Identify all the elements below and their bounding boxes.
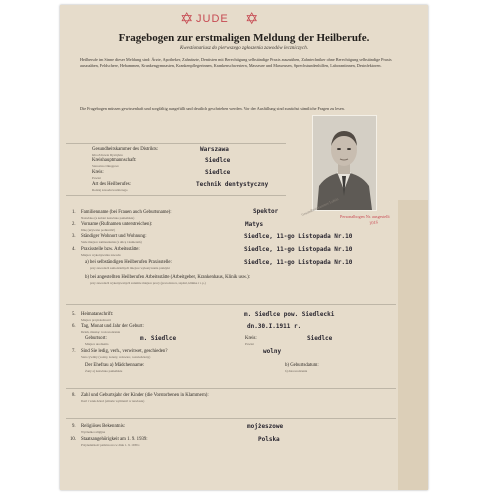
employed-sublabel: przy zawodach wykonywanych zależnie miejsce pracy (pracodawca, szpital, klinika i t. p.) <box>90 281 206 285</box>
form-title: Fragebogen zur erstmaligen Meldung der Heilberufe. <box>118 32 370 44</box>
question-number: 1. <box>72 210 76 215</box>
profession-value: Technik dentystyczny <box>196 181 269 188</box>
folded-edge <box>398 200 428 490</box>
personalbogen-number: 1016 <box>368 219 379 226</box>
citizenship-sublabel: Przynależność państwowa w dniu 1. 9. 1939 r. <box>81 443 141 447</box>
district-value: Warszawa <box>200 146 229 153</box>
birthdate-value: dn.30.I.1911 r. <box>247 323 302 330</box>
residence-label: Ständiger Wohnort und Wohnung: <box>81 234 147 239</box>
kreishauptmannschaft-label: Kreishauptmannschaft: <box>92 158 137 163</box>
star-of-david-icon: ✡ <box>180 11 194 28</box>
home-address-label: Heimatanschrift: <box>81 312 114 317</box>
question-number: 8. <box>72 393 76 398</box>
marital-label: Sind Sie ledig, verh., verwitwet, geschieden? <box>81 349 168 354</box>
divider <box>66 195 286 196</box>
district-sublabel: Izba Zdrowia Dystryktu <box>92 153 123 157</box>
religion-sublabel: Wyznanie religijne <box>81 430 106 434</box>
profession-label: Art des Heilberufes: <box>92 182 131 187</box>
children-sublabel: Ilość i wiek dzieci (zmarłe wymienić w nawiasie) <box>81 399 145 403</box>
personalbogen-stamp: Personalbogen Nr. ausgestellt <box>340 214 390 219</box>
question-number: 6. <box>72 324 76 329</box>
intro-paragraph: Heilberufe im Sinne dieser Meldung sind: Ärzte, Apotheker, Zahnärzte, Dentisten mit Berechtigung selbständige Praxis auszuüben, Zahntechniker ohne Berechtigung selbständige Praxis auszuüben, Feldschere, Hebammen, Krankengymnasten, Krankenpflegerinnen, Krankenschwestern, Masseure und Masseusen, Sprechstundenhilfen, Laborantinnen, Desinfektoren. <box>80 57 392 68</box>
home-address-sublabel: Miejsce przynależności <box>81 318 112 322</box>
kreishauptmannschaft-value: Siedlce <box>205 157 231 164</box>
kreis-sublabel: Powiat <box>92 176 101 180</box>
divider <box>66 418 396 419</box>
kreishauptmannschaft-sublabel: Starostwo Okręgowe <box>92 164 119 168</box>
question-number: 7. <box>72 349 76 354</box>
form-subtitle: Kwestionariusz do pierwszego zgłoszenia zawodów leczniczych. <box>179 46 309 51</box>
birthplace-sublabel: Miejsce urodzenia <box>85 342 109 346</box>
spouse-dob-label: b) Geburtsdatum: <box>285 363 319 368</box>
firstname-sublabel: Imię (używane podkreślić) <box>81 228 116 232</box>
practice-value: Siedlce, 11-go Listopada Nr.10 <box>244 259 353 266</box>
workplace-value: Siedlce, 11-go Listopada Nr.10 <box>244 246 353 253</box>
surname-label: Familienname (bei Frauen auch Geburtsname): <box>81 210 172 215</box>
divider <box>66 388 396 389</box>
religion-value: mojżeszowe <box>247 423 284 430</box>
kreis-value: Siedlce <box>205 169 231 176</box>
surname-sublabel: Nazwisko (u kobiet nazwisko panieńskie) <box>81 216 135 220</box>
spouse-label: Der Ehefrau a) Mädchenname: <box>85 363 145 368</box>
birth-kreis-sublabel: Powiat <box>245 342 254 346</box>
jude-stamp: JUDE <box>196 13 229 25</box>
residence-value: Siedlce, 11-go Listopada Nr.10 <box>244 233 353 240</box>
children-label: Zahl und Geburtsjahr der Kinder (die Vorstorbenen in Klammern): <box>81 393 209 398</box>
district-label: Gesundheitskammer des Distrikts: <box>92 147 159 152</box>
employed-label: b) bei angestellten Heilberufen Arbeitsstätte (Arbeitgeber, Krankenhaus, Klinik usw.): <box>85 275 251 280</box>
firstname-value: Matys <box>245 221 264 228</box>
spouse-sublabel: Żony a) nazwisko panieńskie <box>85 369 123 373</box>
birthplace-value: m. Siedlce <box>140 335 177 342</box>
question-number: 4. <box>72 247 76 252</box>
birthdate-label: Tag, Monat und Jahr der Geburt: <box>81 324 144 329</box>
residence-sublabel: Stałe miejsce zamieszkania (z ulicą i numerem) <box>81 240 142 244</box>
portrait-photo <box>312 115 377 211</box>
profession-sublabel: Rodzaj zawodu leczniczego <box>92 188 128 192</box>
divider <box>66 304 396 305</box>
question-number: 5. <box>72 312 76 317</box>
practice-label: a) bei selbständigen Heilberufen Praxisstelle: <box>85 260 172 265</box>
birthdate-sublabel: Dzień, miesiąc i rok urodzenia <box>81 330 121 334</box>
birthplace-label: Geburtsort: <box>85 336 107 341</box>
surname-value: Spektor <box>253 208 279 215</box>
spouse-dob-sublabel: b) data urodzenia <box>285 369 308 373</box>
divider <box>66 143 286 144</box>
workplace-label: Praxisstelle bzw. Arbeitsstätte: <box>81 247 140 252</box>
citizenship-label: Staatsangehörigkeit am 1. 9. 1939: <box>81 437 148 442</box>
citizenship-value: Polska <box>258 436 280 443</box>
kreis-label: Kreis: <box>92 170 104 175</box>
question-number: 10. <box>70 437 76 442</box>
birth-kreis-label: Kreis: <box>245 336 257 341</box>
star-of-david-icon: ✡ <box>245 11 259 28</box>
instructions-paragraph: Die Fragebogen müssen gewissenhaft und sorgfältig ausgefüllt und deutlich geschrieben werden. Vor der Ausfüllung sind zunächst sämtliche Fragen zu lesen. <box>80 106 345 111</box>
photo-stamp: Gesundheitskammer Lublin <box>300 197 340 217</box>
marital-value: wolny <box>263 348 282 355</box>
workplace-sublabel: Miejsce wykonywania zawodu <box>81 253 121 257</box>
home-address-value: m. Siedlce pow. Siedlecki <box>244 311 335 318</box>
question-number: 2. <box>72 222 76 227</box>
practice-sublabel: przy zawodach samodzielnych miejsce wykonywania praktyki <box>90 266 170 270</box>
marital-sublabel: Stan cywilny (wolny, żonaty, wdowiec, rozwiedziony) <box>81 355 151 359</box>
birth-kreis-value: Siedlce <box>307 335 333 342</box>
question-number: 3. <box>72 234 76 239</box>
religion-label: Religiöses Bekenntnis: <box>81 424 126 429</box>
firstname-label: Vorname (Rufnamen unterstreichen): <box>81 222 153 227</box>
question-number: 9. <box>72 424 76 429</box>
